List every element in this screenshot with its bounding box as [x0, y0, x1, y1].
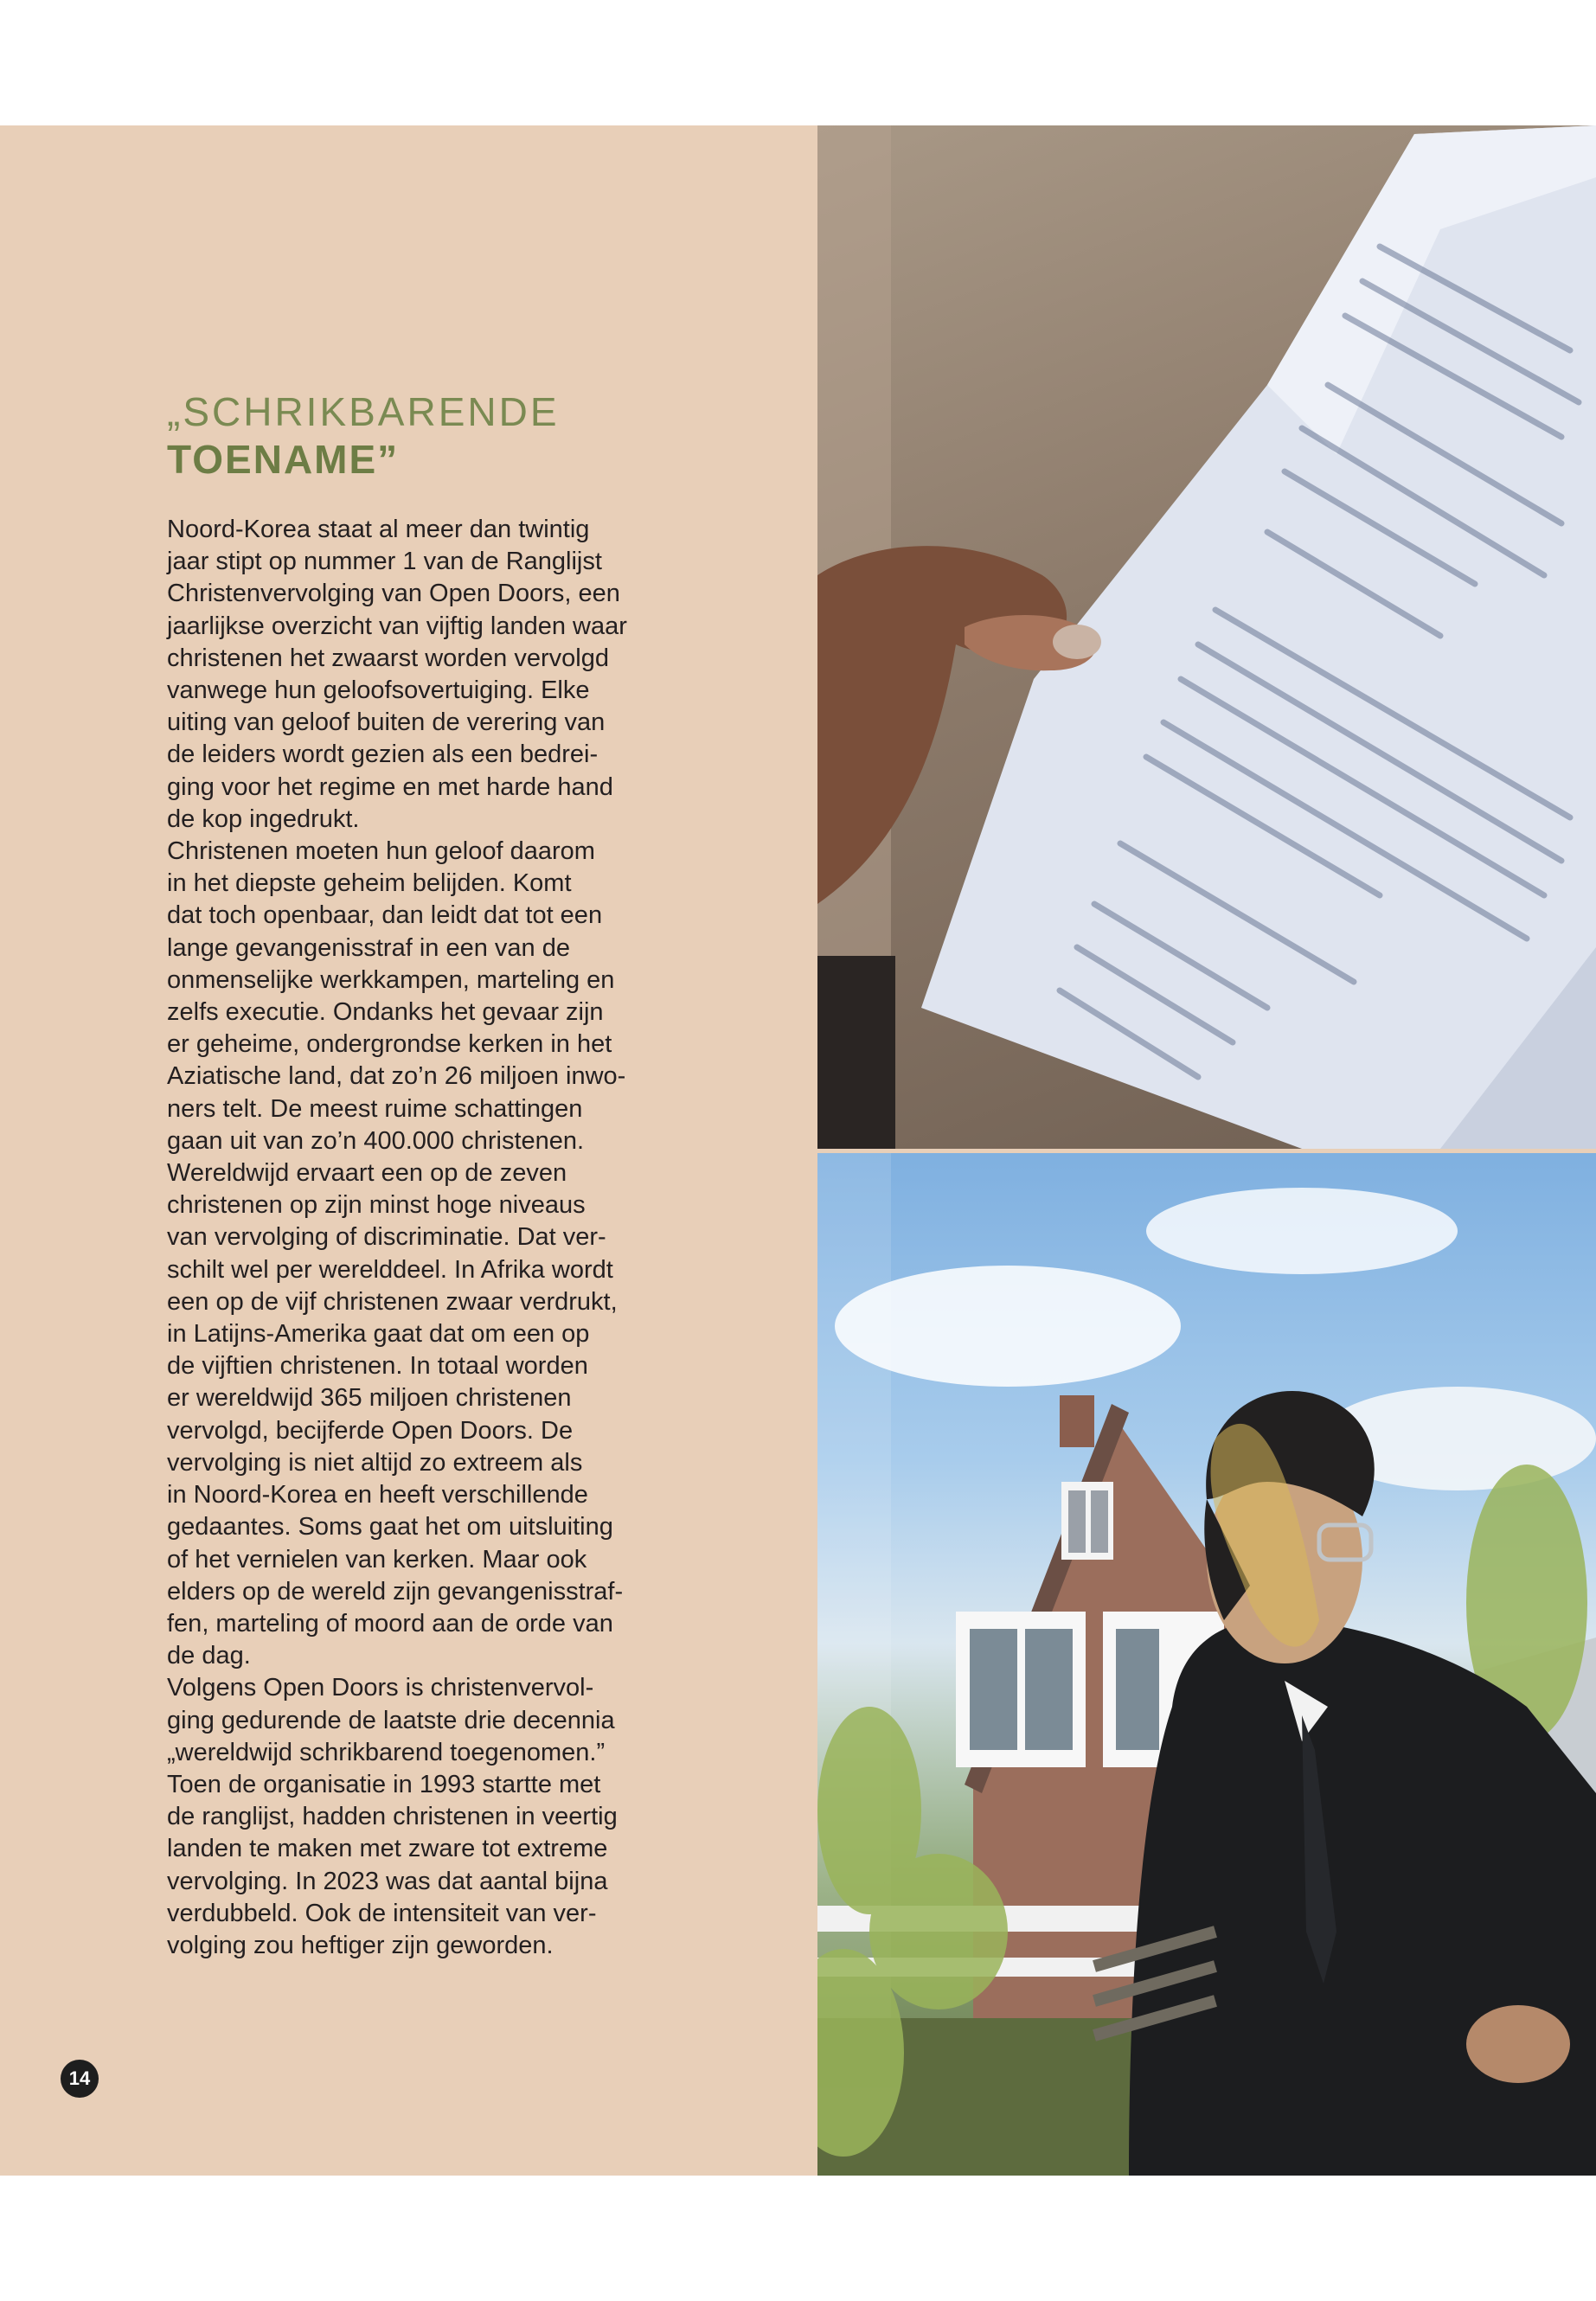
page-number-badge: 14 — [61, 2060, 99, 2098]
photo-hand-holding-book — [817, 125, 1596, 1149]
book-illustration — [817, 125, 1596, 1149]
article-heading-line1: „SCHRIKBARENDE — [167, 389, 560, 434]
article-paragraph: Volgens Open Doors is christenvervol- ging gedurende de laatste drie decennia „wereldwijd schrikbarend toegenomen.” Toen de organisatie in 1993 startte met de ranglijst, hadden christenen in veertig landen te maken met zware tot extreme vervolging. In 2023 was dat aantal bijna verdubbeld. Ook de intensiteit van ver- volging zou heftiger zijn geworden. — [167, 1674, 618, 1959]
article-heading-line2: TOENAME” — [167, 437, 400, 482]
article-column — [167, 388, 677, 1962]
photo-man-in-suit — [817, 1153, 1596, 2176]
article-paragraph: Noord-Korea staat al meer dan twintig jaar stipt op nummer 1 van de Ranglijst Christenvervolging van Open Doors, een jaarlijkse overzicht van vijftig landen waar christenen het zwaarst worden vervolgd vanwege hun geloofsovertuiging. Elke uiting van geloof buiten de verering van de leiders wordt gezien als een bedrei- ging voor het regime en met harde hand de kop ingedrukt. — [167, 516, 627, 833]
article-body — [167, 514, 677, 1962]
article-paragraph: Christenen moeten hun geloof daarom in het diepste geheim belijden. Komt dat toch openbaar, dan leidt dat tot een lange gevangenisstraf in een van de onmenselijke werkkampen, marteling en zelfs executie. Ondanks het gevaar zijn er geheime, ondergrondse kerken in het Aziatische land, dat zo’n 26 miljoen inwo- ners telt. De meest ruime schattingen gaan uit van zo’n 400.000 christenen. Wereldwijd ervaart een op de zeven christenen op zijn minst hoge niveaus van vervolging of discriminatie. Dat ver- schilt wel per werelddeel. In Afrika wordt een op de vijf christenen zwaar verdrukt, in Latijns-Amerika gaat dat om een op de vijftien christenen. In totaal worden er wereldwijd 365 miljoen christenen vervolgd, becijferde Open Doors. De vervolging is niet altijd zo extreem als in Noord-Korea en heeft verschillende gedaantes. Soms gaat het om uitsluiting of het vernielen van kerken. Maar ook elders op de wereld zijn gevangenisstraf- fen, marteling of moord aan de orde van de dag. — [167, 837, 626, 1670]
man-illustration — [817, 1153, 1596, 2176]
